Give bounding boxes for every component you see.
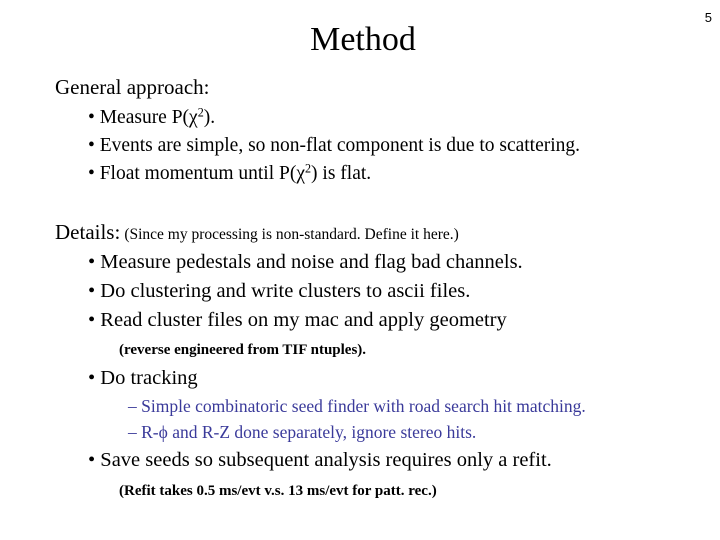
details-line — [55, 219, 459, 245]
details-heading: Details: — [55, 220, 121, 244]
slide-title: Method — [310, 21, 416, 58]
refit-note: (Refit takes 0.5 ms/evt v.s. 13 ms/evt for patt. rec.) — [119, 483, 437, 499]
sub-bullet-seed-finder: – Simple combinatoric seed finder with road search hit matching. — [128, 396, 586, 416]
bullet-clustering: • Do clustering and write clusters to ascii files. — [88, 280, 471, 302]
sub-bullet-r-phi-r-z: – R-ϕ and R-Z done separately, ignore stereo hits. — [128, 422, 477, 442]
bullet-save-seeds: • Save seeds so subsequent analysis requires only a refit. — [88, 449, 552, 471]
general-approach-heading: General approach: — [55, 75, 210, 99]
bullet-events-simple: • Events are simple, so non-flat component is due to scattering. — [88, 135, 581, 156]
bullet-measure-chi2-suffix: ). — [203, 107, 216, 128]
page-number: 5 — [704, 10, 712, 25]
bullet-float-momentum-prefix: • Float momentum until P(χ — [88, 163, 305, 184]
bullet-measure-chi2 — [88, 106, 215, 130]
chi2-exponent: 2 — [197, 105, 204, 120]
bullet-read-cluster-files: • Read cluster files on my mac and apply geometry — [88, 309, 507, 331]
geometry-note: (reverse engineered from TIF ntuples). — [119, 342, 367, 358]
details-aside: (Since my processing is non-standard. Define it here.) — [124, 226, 459, 243]
bullet-do-tracking: • Do tracking — [88, 367, 198, 389]
bullet-float-momentum — [88, 162, 371, 186]
bullet-measure-chi2-prefix: • Measure P(χ — [88, 107, 198, 128]
chi2-exponent: 2 — [305, 161, 312, 176]
bullet-measure-pedestals: • Measure pedestals and noise and flag bad channels. — [88, 251, 523, 273]
bullet-float-momentum-suffix: ) is flat. — [311, 163, 372, 184]
